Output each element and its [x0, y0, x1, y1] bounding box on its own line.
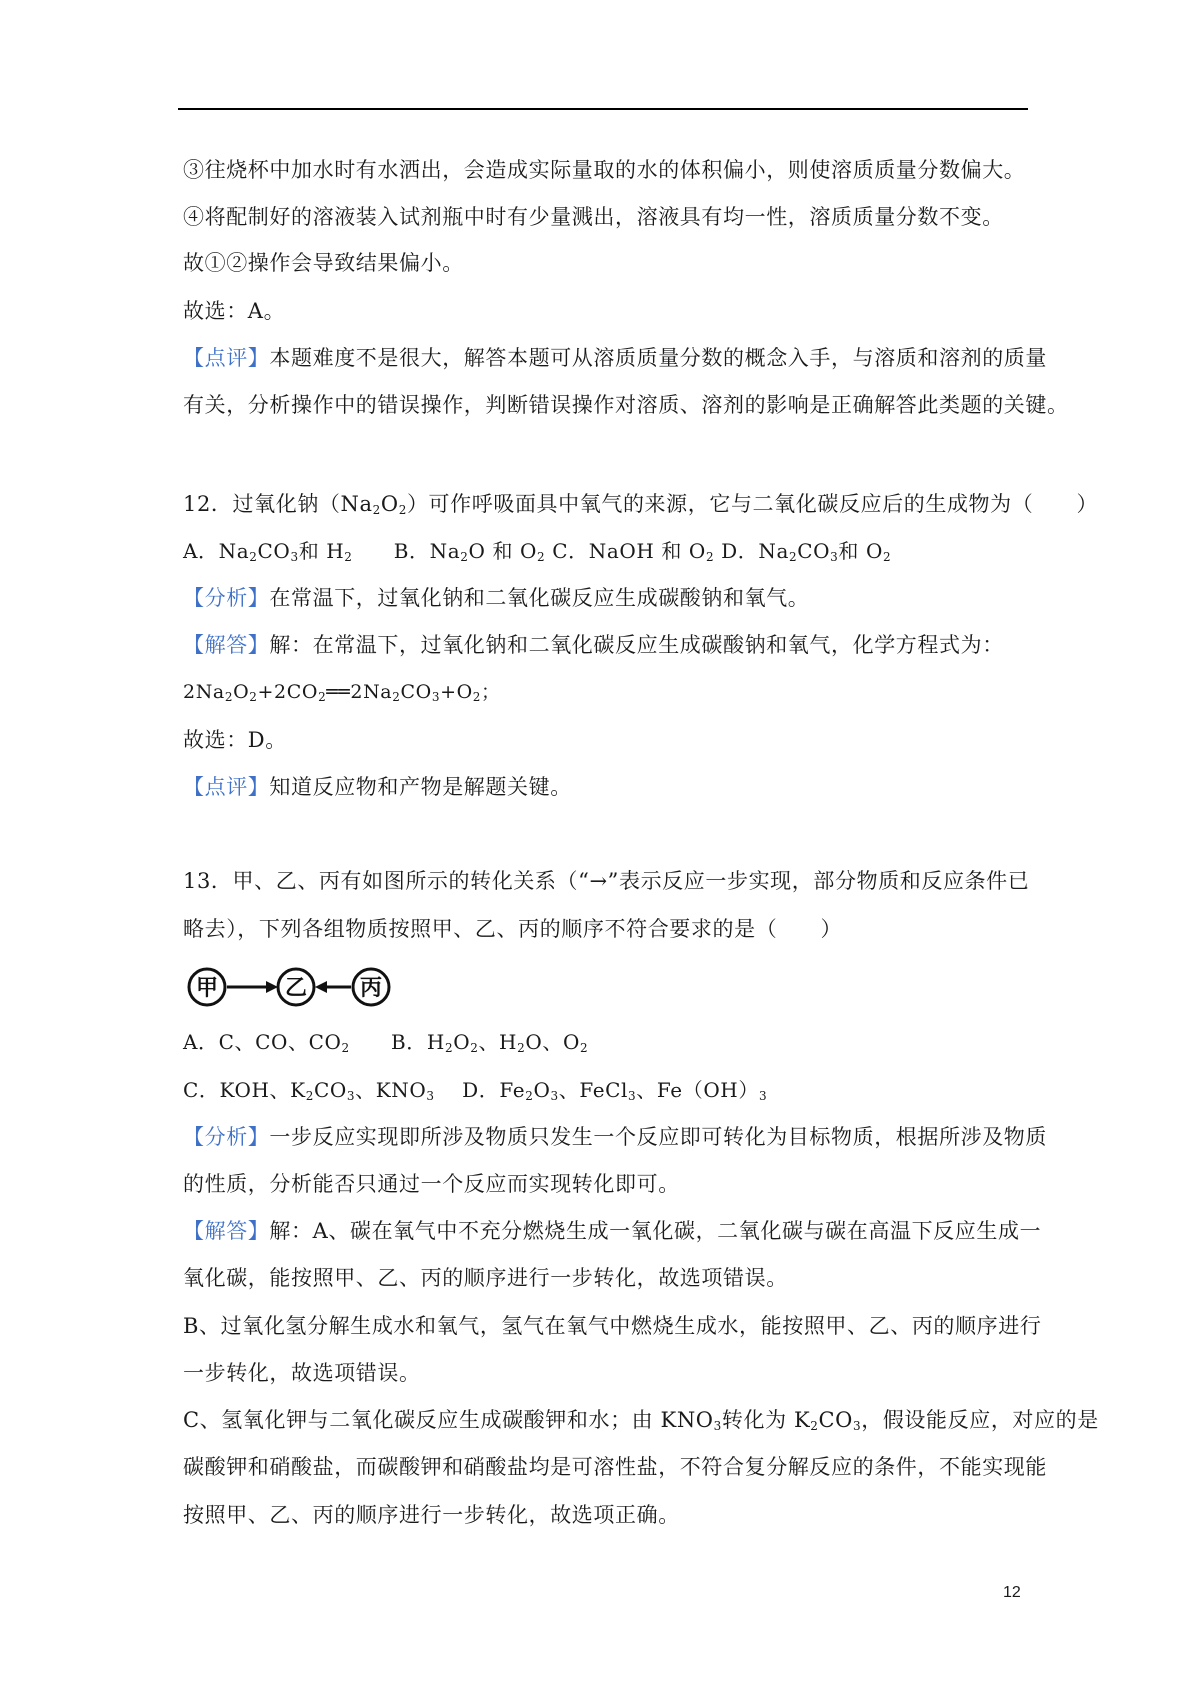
- text-line: 故选：A。: [183, 299, 286, 323]
- text-line: ③往烧杯中加水时有水洒出，会造成实际量取的水的体积偏小，则使溶质质量分数偏大。: [183, 158, 1026, 182]
- node-bing-label: 丙: [359, 975, 383, 1001]
- q12-choice: 故选：D。: [183, 728, 287, 752]
- q13-answer-line4: 一步转化，故选项错误。: [183, 1361, 421, 1385]
- conversion-diagram: [183, 957, 393, 1013]
- arrowhead-bing-yi: [315, 981, 327, 993]
- text-line: 故①②操作会导致结果偏小。: [183, 251, 464, 275]
- q13-answer-line6: 碳酸钾和硝酸盐，而碳酸钾和硝酸盐均是可溶性盐，不符合复分解反应的条件，不能实现能: [183, 1455, 1047, 1479]
- page-number: 12: [1003, 1584, 1021, 1601]
- text-line: 有关，分析操作中的错误操作，判断错误操作对溶质、溶剂的影响是正确解答此类题的关键。: [183, 393, 1069, 417]
- q13-answer-line2: 氧化碳，能按照甲、乙、丙的顺序进行一步转化，故选项错误。: [183, 1266, 788, 1290]
- q13-answer-line5: C、氢氧化钾与二氧化碳反应生成碳酸钾和水；由 $KNO_3$转化为 $K_2CO_3$，假设能反应，对应的是: [183, 1408, 1099, 1433]
- q13-options-cd: C．KOH、$K_2CO_3$、$KNO_3$ D．$Fe_2O_3$、FeCl$_3$、$Fe(OH)_3$: [183, 1078, 768, 1103]
- q13-answer-line7: 按照甲、乙、丙的顺序进行一步转化，故选项正确。: [183, 1503, 680, 1527]
- q12-comment: 【点评】知道反应物和产物是解题关键。: [183, 775, 572, 799]
- q13-options-ab: A．C、CO、$CO_2$ B．$H_2O_2$、$H_2O$、$O_2$: [183, 1030, 589, 1055]
- comment-line: [183, 343, 1047, 373]
- q12-equation: $2Na_2O_2+2CO_2══2Na_2CO_3+O_2$；: [183, 681, 501, 704]
- q12-options: A．$Na_2CO_3$和 $H_2$ B．$Na_2O$ 和 $O_2$ C．NaOH 和 $O_2$ D．$Na_2CO_3$和 $O_2$: [183, 539, 892, 564]
- q13-analysis-line1: 【分析】一步反应实现即所涉及物质只发生一个反应即可转化为目标物质，根据所涉及物质: [183, 1125, 1048, 1149]
- arrowhead-jia-yi: [266, 981, 278, 993]
- node-yi-label: 乙: [284, 975, 308, 1001]
- q12-stem: 12．过氧化钠$(Na_2O_2)$可作呼吸面具中氧气的来源，它与二氧化碳反应后的生成物为（ ）: [183, 492, 1099, 517]
- text-line: ④将配制好的溶液装入试剂瓶中时有少量溅出，溶液具有均一性，溶质质量分数不变。: [183, 205, 1004, 229]
- node-jia-label: 甲: [195, 975, 219, 1001]
- q13-analysis-line2: 的性质，分析能否只通过一个反应而实现转化即可。: [183, 1172, 680, 1196]
- comment-tag: 【点评】: [183, 346, 270, 370]
- header-rule: [178, 108, 1028, 110]
- q13-stem-line1: 13．甲、乙、丙有如图所示的转化关系（“→”表示反应一步实现，部分物质和反应条件已: [183, 869, 1030, 893]
- q12-analysis: 【分析】在常温下，过氧化钠和二氧化碳反应生成碳酸钠和氧气。: [183, 586, 810, 610]
- comment-text: 本题难度不是很大，解答本题可从溶质质量分数的概念入手，与溶质和溶剂的质量: [269, 346, 1048, 370]
- q13-stem-line2: 略去），下列各组物质按照甲、乙、丙的顺序不符合要求的是（ ）: [183, 917, 843, 941]
- q13-answer-line3: B、过氧化氢分解生成水和氧气，氢气在氧气中燃烧生成水，能按照甲、乙、丙的顺序进行: [183, 1314, 1042, 1338]
- q12-answer: 【解答】解：在常温下，过氧化钠和二氧化碳反应生成碳酸钠和氧气，化学方程式为：: [183, 633, 1004, 657]
- q13-answer-line1: 【解答】解：A、碳在氧气中不充分燃烧生成一氧化碳，二氧化碳与碳在高温下反应生成一: [183, 1219, 1042, 1243]
